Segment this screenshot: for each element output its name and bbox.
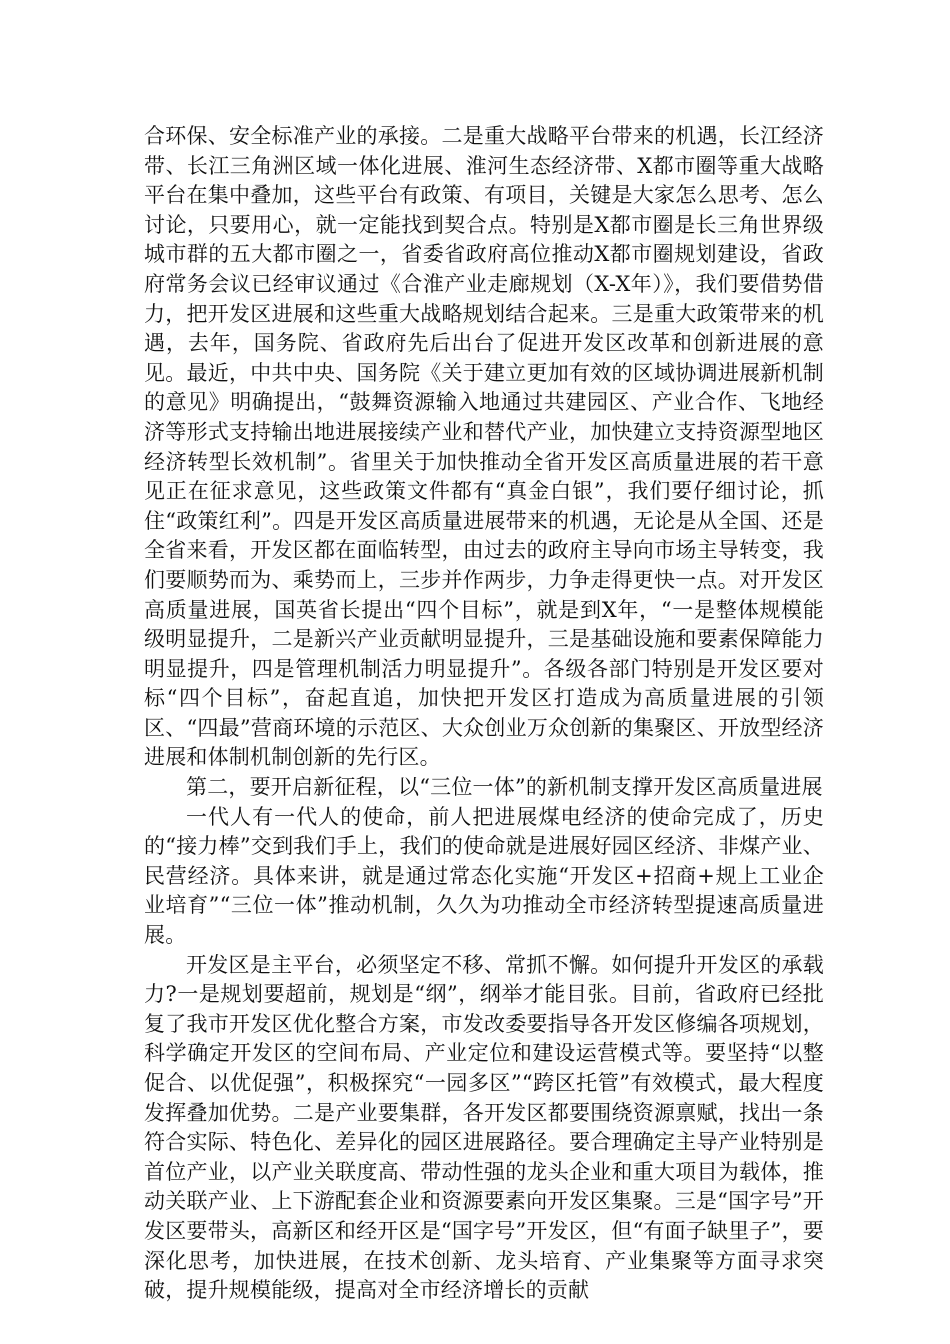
body-paragraph: 一代人有一代人的使命，前人把进展煤电经济的使命完成了，历史的“接力棒”交到我们手上，我们的使命就是进展好园区经济、非煤产业、民营经济。具体来讲，就是通过常态化实施“开发区+招商+规上工业企业培育”“三位一体”推动机制，久久为功推动全市经济转型提速高质量进展。 [144,804,824,948]
section-heading-paragraph: 第二，要开启新征程，以“三位一体”的新机制支撑开发区高质量进展 [186,775,823,800]
body-paragraph: 开发区是主平台，必须坚定不移、常抓不懈。如何提升开发区的承载力?一是规划要超前，规划是“纲”，纲举才能目张。目前，省政府已经批复了我市开发区优化整合方案，市发改委要指导各开发区修编各项规划，科学确定开发区的空间布局、产业定位和建设运营模式等。要坚持“以整促合、以优促强”，积极探究“一园多区”“跨区托管”有效模式，最大程度发挥叠加优势。二是产业要集群，各开发区都要围绕资源禀赋，找出一条符合实际、特色化、差异化的园区进展路径。要合理确定主导产业特别是首位产业，以产业关联度高、带动性强的龙头企业和重大项目为载体，推动关联产业、上下游配套企业和资源要素向开发区集聚。三是“国字号”开发区要带头，高新区和经开区是“国字号”开发区，但“有面子缺里子”，要深化思考，加快进展，在技术创新、龙头培育、产业集聚等方面寻求突破，提升规模能级，提高对全市经济增长的贡献 [144,952,824,1303]
document-body [144,122,824,1306]
body-paragraph: 合环保、安全标准产业的承接。二是重大战略平台带来的机遇，长江经济带、长江三角洲区域一体化进展、淮河生态经济带、X都市圈等重大战略平台在集中叠加，这些平台有政策、有项目，关键是大家怎么思考、怎么讨论，只要用心，就一定能找到契合点。特别是X都市圈是长三角世界级城市群的五大都市圈之一，省委省政府高位推动X都市圈规划建设，省政府常务会议已经审议通过《合淮产业走廊规划（X-X年）》，我们要借势借力，把开发区进展和这些重大战略规划结合起来。三是重大政策带来的机遇，去年，国务院、省政府先后出台了促进开发区改革和创新进展的意见。最近，中共中央、国务院《关于建立更加有效的区域协调进展新机制的意见》明确提出，“鼓舞资源输入地通过共建园区、产业合作、飞地经济等形式支持输出地进展接续产业和替代产业，加快建立支持资源型地区经济转型长效机制”。省里关于加快推动全省开发区高质量进展的若干意见正在征求意见，这些政策文件都有“真金白银”，我们要仔细讨论，抓住“政策红利”。四是开发区高质量进展带来的机遇，无论是从全国、还是全省来看，开发区都在面临转型，由过去的政府主导向市场主导转变，我们要顺势而为、乘势而上，三步并作两步，力争走得更快一点。对开发区高质量进展，国英省长提出“四个目标”，就是到X年，“一是整体规模能级明显提升，二是新兴产业贡献明显提升，三是基础设施和要素保障能力明显提升，四是管理机制活力明显提升”。各级各部门特别是开发区要对标“四个目标”，奋起直追，加快把开发区打造成为高质量进展的引领区、“四最”营商环境的示范区、大众创业万众创新的集聚区、开放型经济进展和体制机制创新的先行区。 [144,124,824,770]
